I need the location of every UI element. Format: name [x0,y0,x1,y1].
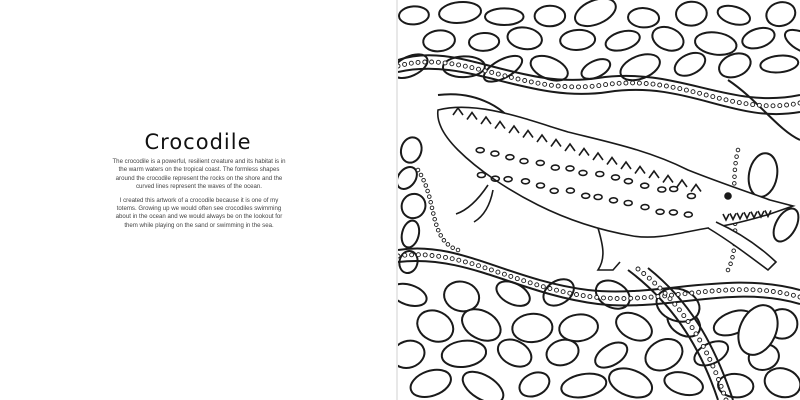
rock-shape [506,25,543,51]
dot [682,314,686,318]
dot [733,182,737,186]
rock-shape [398,189,430,223]
rock-shape [485,8,524,25]
dot [717,289,721,293]
dot [636,296,640,300]
dot [503,74,507,78]
dot [548,287,552,291]
dot [509,75,513,79]
rock-shape [605,363,656,400]
dot [451,246,455,250]
dot [733,168,737,172]
scale [477,173,485,178]
dot [719,384,723,388]
description-text [112,158,286,235]
dot [698,338,702,342]
dot [496,270,500,274]
dot [536,81,540,85]
dot [785,103,789,107]
dot [416,168,420,172]
dot [765,289,769,293]
dot [610,82,614,86]
dot [697,290,701,294]
rock-shape [591,275,635,314]
rock-shape [649,23,687,55]
dot [676,292,680,296]
dot [470,66,474,70]
dot [523,79,527,83]
dot [430,254,434,258]
dot [489,268,493,272]
dot [642,296,646,300]
rock-shape [458,365,509,400]
dot [541,285,545,289]
dot [597,84,601,88]
crocodile-illustration [398,0,800,400]
dot [563,85,567,89]
dot [403,253,407,257]
dot [714,371,718,375]
dot [668,297,672,301]
dot [398,254,400,258]
dot [651,82,655,86]
dot [717,378,721,382]
dot [477,264,481,268]
dot [653,281,657,285]
dot [403,62,407,66]
dot [543,82,547,86]
crocodile-jaw [708,222,776,270]
rock-shape [740,24,777,52]
dot [658,286,662,290]
rock-shape [398,135,424,165]
back-leg [598,228,620,270]
dot [636,267,640,271]
dot [757,103,761,107]
dot [771,104,775,108]
right-page [398,0,800,400]
left-page [0,0,396,400]
rock-shape [440,338,487,369]
dot [711,95,715,99]
rock-shape [715,2,752,28]
dot [684,88,688,92]
dot [708,357,712,361]
dot [711,364,715,368]
rock-shape [492,276,533,311]
dot [629,296,633,300]
dot [732,249,736,253]
rock-shape [603,27,642,54]
dot [735,155,739,159]
dot [588,295,592,299]
dot [556,84,560,88]
dot [726,268,730,272]
dot [442,239,446,243]
dot [622,297,626,301]
dot [744,288,748,292]
rock-shape [399,219,422,250]
dot [731,99,735,103]
rock-shape [407,365,455,400]
rock-shape [571,0,620,32]
dot [703,290,707,294]
dot [435,223,439,227]
dot [561,290,565,294]
dot [595,295,599,299]
dot [602,296,606,300]
dot [604,83,608,87]
dot [791,102,795,106]
dot [617,81,621,85]
rock-shape [422,29,456,53]
dot [555,288,559,292]
dot [450,62,454,66]
dot [717,96,721,100]
dot [456,248,460,252]
dot [457,258,461,262]
dot [683,292,687,296]
dot [733,175,737,179]
dot [710,289,714,293]
dot [428,195,432,199]
dot [426,189,430,193]
dot [502,272,506,276]
dot [686,320,690,324]
dot [664,84,668,88]
dot [724,288,728,292]
dot [430,60,434,64]
dot [522,279,526,283]
dot [705,351,709,355]
dot [437,254,441,258]
dot [737,101,741,105]
dot [535,283,539,287]
dot [744,102,748,106]
dot [731,288,735,292]
dot [516,77,520,81]
rock-shape [398,280,429,310]
dot [615,297,619,301]
dot [751,288,755,292]
dot [549,83,553,87]
dot [422,178,426,182]
dot [570,85,574,89]
dot [751,103,755,107]
rock-shape [398,336,428,372]
dot [677,308,681,312]
dot [496,72,500,76]
dot [444,255,448,259]
dot [575,293,579,297]
dot [416,60,420,64]
rock-shape [559,370,608,400]
dot [637,81,641,85]
dot [423,253,427,257]
dot [724,98,728,102]
dot [590,84,594,88]
dot [722,391,726,395]
dot [729,262,733,266]
dot [433,217,437,221]
dot [731,255,735,259]
dot [581,294,585,298]
rock-shape [398,163,421,193]
rock-shape [398,6,429,26]
rock-shape [675,1,707,27]
dot [608,296,612,300]
dot [528,281,532,285]
paragraph-1: The crocodile is a powerful, resilient creature and its habitat is in the warm waters on the tropical coast. The formless shapes around the crocodile represent the rocks on the shore and the curved lines represent the waves of the ocean. [112,158,286,191]
front-leg [456,185,493,222]
page-title: Crocodile [144,130,252,155]
dot [631,81,635,85]
dot [483,266,487,270]
dot [446,243,450,247]
dot [734,161,738,165]
dot [470,262,474,266]
dot [785,292,789,296]
dot [694,332,698,336]
dot [410,253,414,257]
dot [509,274,513,278]
dot [416,253,420,257]
dot [658,83,662,87]
dot [583,85,587,89]
rock-shape [511,312,553,343]
paragraph-2: I created this artwork of a crocodile because it is one of my totems. Growing up we would often see crocodiles swimming about in the ocean and we would always be on the lookout for them while playing on the sand or swimming in the sea. [115,196,283,229]
dot [778,104,782,108]
rock-shape [628,7,660,28]
dot [691,90,695,94]
dot [490,70,494,74]
dot [568,291,572,295]
dot [736,148,740,152]
dot [436,60,440,64]
dot [764,104,768,108]
dot [529,80,533,84]
dot [463,260,467,264]
dot [457,63,461,67]
dot [737,288,741,292]
dot [690,326,694,330]
dot [432,212,436,216]
dot [678,87,682,91]
dot [424,184,428,188]
rock-shape [764,0,799,29]
dot [463,64,467,68]
dot [791,293,795,297]
dot [577,85,581,89]
rock-shape [781,25,800,59]
dot [644,82,648,86]
rock-shape [662,368,705,399]
dot [690,291,694,295]
dot [671,85,675,89]
rock-shape [612,307,657,346]
dot [771,290,775,294]
dot [647,276,651,280]
crocodile-figure [438,107,793,270]
dot [663,291,667,295]
rock-shape [469,32,500,51]
rock-shape [438,0,482,25]
rock-shape [534,6,565,27]
dot [483,69,487,73]
dot [515,277,519,281]
rock-shape [412,304,459,347]
dot [419,173,423,177]
dot [649,295,653,299]
dot [409,61,413,65]
dot [398,64,400,68]
rock-shape [617,49,664,85]
dot [673,302,677,306]
dot [429,200,433,204]
rock-shape [745,151,780,199]
dot [430,206,434,210]
dot [624,81,628,85]
dot [443,61,447,65]
dot [477,67,481,71]
dot [698,91,702,95]
dot [778,291,782,295]
dot [701,344,705,348]
dot [439,234,443,238]
rock-shape [671,48,709,80]
rock-shape [760,54,799,74]
dot [758,288,762,292]
dot [450,257,454,261]
dot [656,295,660,299]
dot [423,60,427,64]
dot [436,228,440,232]
dot [704,93,708,97]
rock-shape [560,29,596,51]
rock-shape [515,368,553,400]
dot [642,272,646,276]
crocodile-eye [725,193,731,199]
